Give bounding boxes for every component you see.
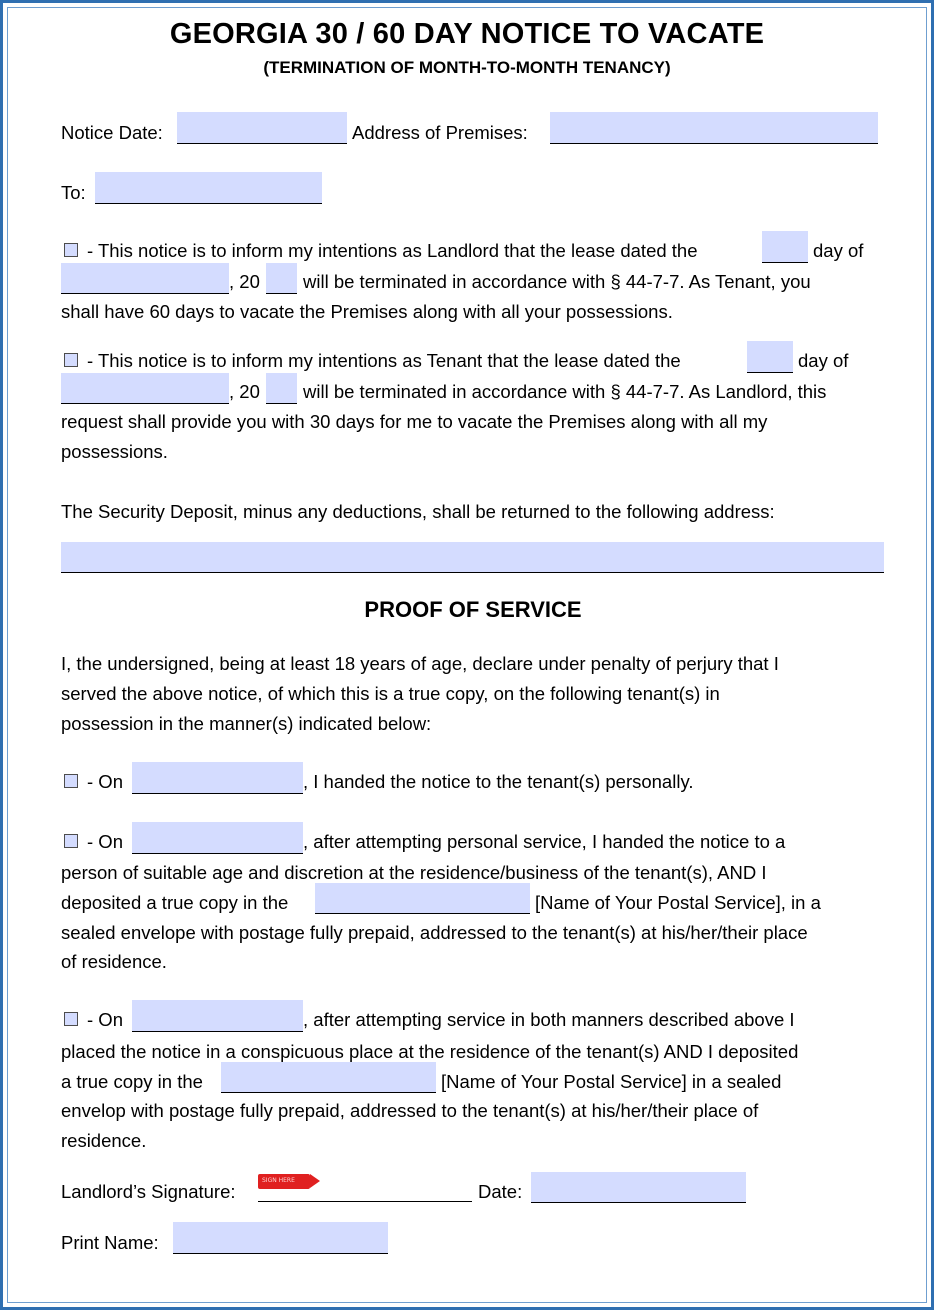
landlord-signature-line[interactable] bbox=[258, 1201, 472, 1202]
tenant-year-prefix: , 20 bbox=[229, 381, 260, 402]
landlord-day-of: day of bbox=[813, 240, 864, 261]
personal-service-date-field[interactable] bbox=[132, 762, 303, 794]
substitute-service-line-4: sealed envelope with postage fully prepaid, addressed to the tenant(s) at his/her/their place bbox=[61, 922, 808, 943]
posting-service-checkbox[interactable] bbox=[64, 1012, 78, 1026]
document-subtitle: (TERMINATION OF MONTH-TO-MONTH TENANCY) bbox=[263, 58, 671, 77]
personal-service-on-label: - On bbox=[87, 771, 123, 792]
tenant-line-3: request shall provide you with 30 days for me to vacate the Premises along with all my bbox=[61, 411, 768, 432]
posting-service-on-label: - On bbox=[87, 1009, 123, 1030]
address-label: Address of Premises: bbox=[352, 122, 528, 143]
address-field[interactable] bbox=[550, 112, 878, 144]
tenant-line-1: - This notice is to inform my intentions as Tenant that the lease dated the bbox=[87, 350, 681, 371]
tenant-day-of: day of bbox=[798, 350, 849, 371]
to-field[interactable] bbox=[95, 172, 322, 204]
print-name-label: Print Name: bbox=[61, 1232, 159, 1253]
sign-here-text: SIGN HERE bbox=[262, 1177, 295, 1184]
landlord-signature-label: Landlord’s Signature: bbox=[61, 1181, 236, 1202]
proof-intro-2: served the above notice, of which this is a true copy, on the following tenant(s) in bbox=[61, 683, 720, 704]
sign-here-tab[interactable] bbox=[258, 1174, 310, 1189]
substitute-postal-service-field[interactable] bbox=[315, 883, 530, 914]
landlord-lease-month-field[interactable] bbox=[61, 263, 229, 294]
print-name-field[interactable] bbox=[173, 1222, 388, 1254]
notice-date-field[interactable] bbox=[177, 112, 347, 144]
posting-service-line-3b: [Name of Your Postal Service] in a sealed bbox=[441, 1071, 782, 1092]
substitute-service-line-1: , after attempting personal service, I handed the notice to a bbox=[303, 831, 786, 852]
landlord-notice-checkbox[interactable] bbox=[64, 243, 78, 257]
posting-service-line-1: , after attempting service in both manners described above I bbox=[303, 1009, 795, 1030]
landlord-lease-year-field[interactable] bbox=[266, 263, 297, 294]
landlord-line-1: - This notice is to inform my intentions as Landlord that the lease dated the bbox=[87, 240, 698, 261]
tenant-notice-checkbox[interactable] bbox=[64, 353, 78, 367]
substitute-service-line-2: person of suitable age and discretion at the residence/business of the tenant(s), AND I bbox=[61, 862, 767, 883]
security-deposit-text: The Security Deposit, minus any deductions, shall be returned to the following address: bbox=[61, 501, 775, 522]
substitute-service-date-field[interactable] bbox=[132, 822, 303, 854]
substitute-service-on-label: - On bbox=[87, 831, 123, 852]
landlord-lease-day-field[interactable] bbox=[762, 231, 808, 263]
substitute-service-line-3a: deposited a true copy in the bbox=[61, 892, 289, 913]
proof-intro-1: I, the undersigned, being at least 18 years of age, declare under penalty of perjury that I bbox=[61, 653, 779, 674]
posting-service-line-5: residence. bbox=[61, 1130, 147, 1151]
substitute-service-line-5: of residence. bbox=[61, 951, 167, 972]
landlord-year-prefix: , 20 bbox=[229, 271, 260, 292]
deposit-address-field[interactable] bbox=[61, 542, 884, 573]
posting-service-date-field[interactable] bbox=[132, 1000, 303, 1032]
tenant-lease-year-field[interactable] bbox=[266, 373, 297, 404]
substitute-service-checkbox[interactable] bbox=[64, 834, 78, 848]
date-label: Date: bbox=[478, 1181, 523, 1202]
landlord-line-2: will be terminated in accordance with § 44-7-7. As Tenant, you bbox=[303, 271, 811, 292]
landlord-line-3: shall have 60 days to vacate the Premises along with all your possessions. bbox=[61, 301, 673, 322]
tenant-lease-month-field[interactable] bbox=[61, 373, 229, 404]
tenant-lease-day-field[interactable] bbox=[747, 341, 793, 373]
notice-date-label: Notice Date: bbox=[61, 122, 163, 143]
tenant-line-2: will be terminated in accordance with § 44-7-7. As Landlord, this bbox=[303, 381, 827, 402]
posting-service-line-3a: a true copy in the bbox=[61, 1071, 203, 1092]
proof-of-service-heading: PROOF OF SERVICE bbox=[364, 597, 582, 622]
proof-intro-3: possession in the manner(s) indicated below: bbox=[61, 713, 432, 734]
posting-service-line-4: envelop with postage fully prepaid, addressed to the tenant(s) at his/her/their place of bbox=[61, 1100, 759, 1121]
posting-service-line-2: placed the notice in a conspicuous place at the residence of the tenant(s) AND I deposited bbox=[61, 1041, 799, 1062]
tenant-line-4: possessions. bbox=[61, 441, 168, 462]
posting-postal-service-field[interactable] bbox=[221, 1062, 436, 1093]
to-label: To: bbox=[61, 182, 86, 203]
personal-service-checkbox[interactable] bbox=[64, 774, 78, 788]
substitute-service-line-3b: [Name of Your Postal Service], in a bbox=[535, 892, 821, 913]
document-title: GEORGIA 30 / 60 DAY NOTICE TO VACATE bbox=[169, 18, 765, 50]
signature-date-field[interactable] bbox=[531, 1172, 746, 1203]
personal-service-text: , I handed the notice to the tenant(s) personally. bbox=[303, 771, 694, 792]
